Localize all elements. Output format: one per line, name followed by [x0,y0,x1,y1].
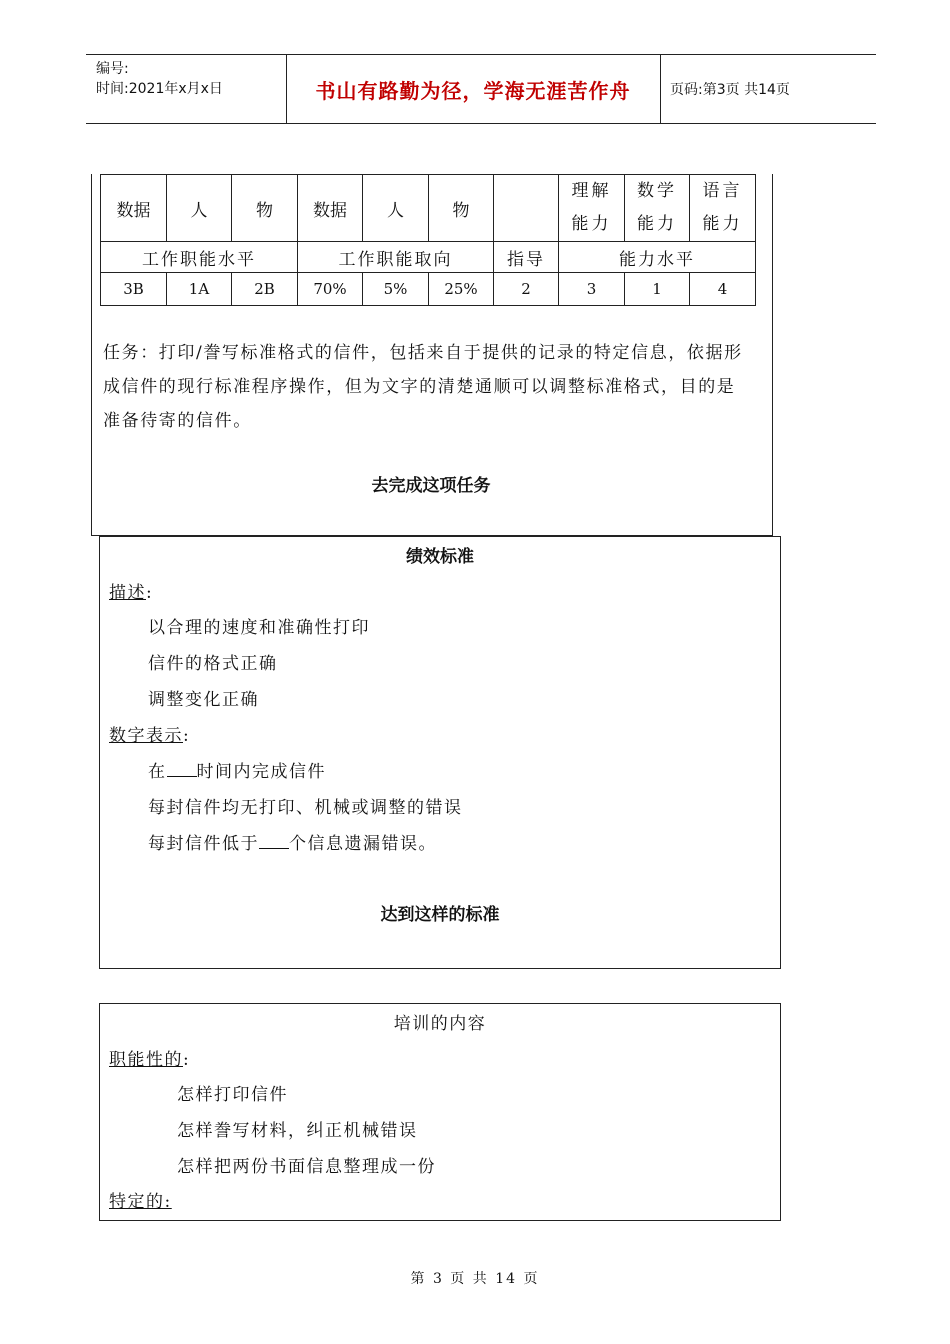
specific-label: 特定的: [109,1192,172,1212]
time-label: 时间:2021年x月x日 [96,81,223,97]
table-cell: 语言 能力 [690,175,756,242]
table-cell: 5% [363,273,429,306]
task-line: 任务：打印/誊写标准格式的信件，包括来自于提供的记录的特定信息，依据形 [103,343,743,363]
table-header-cell: 工作职能取向 [298,242,494,273]
table-cell [494,175,559,242]
list-item: 怎样誊写材料，纠正机械错误 [177,1121,418,1141]
table-cell: 人 [167,175,232,242]
table-cell: 3B [101,273,167,306]
table-row [101,273,756,306]
list-item [148,757,326,782]
list-item-text: 在 [148,762,167,782]
description-heading: 描述: [109,583,154,603]
table-cell: 人 [363,175,429,242]
page-header [86,54,876,124]
training-box [99,1003,781,1221]
table-cell: 数学 能力 [625,175,690,242]
header-motto: 书山有路勤为径，学海无涯苦作舟 [315,79,631,103]
performance-box [99,536,781,969]
ability-table [100,174,756,306]
task-line: 成信件的现行标准程序操作，但为文字的清楚通顺可以调整标准格式，目的是 [103,377,736,397]
fill-blank [259,834,289,849]
list-item [148,829,437,854]
list-item: 信件的格式正确 [148,654,278,674]
table-cell: 4 [690,273,756,306]
fill-blank [167,762,197,777]
table-row [101,242,756,273]
table-header-cell: 能力水平 [559,242,756,273]
table-cell: 1 [625,273,690,306]
table-row [101,175,756,242]
table-cell: 25% [429,273,494,306]
list-item-text: 时间内完成信件 [196,762,326,782]
table-cell: 物 [429,175,494,242]
page-footer: 第 3 页 共 14 页 [410,1271,540,1287]
table-cell: 70% [298,273,363,306]
numeric-heading: 数字表示: [109,726,191,746]
table-cell: 2B [232,273,298,306]
task-line: 准备待寄的信件。 [103,411,252,431]
table-header-cell: 指导 [494,242,559,273]
list-item: 以合理的速度和准确性打印 [148,618,370,638]
training-title: 培训的内容 [393,1014,487,1034]
table-cell: 理解 能力 [559,175,625,242]
list-item: 怎样把两份书面信息整理成一份 [177,1157,436,1177]
task-action: 去完成这项任务 [371,476,491,496]
list-item: 怎样打印信件 [177,1085,288,1105]
list-item: 调整变化正确 [148,690,259,710]
code-label: 编号: [96,61,129,77]
performance-goal: 达到这样的标准 [380,905,500,925]
page-info: 页码:第3页 共14页 [670,82,790,98]
table-cell: 2 [494,273,559,306]
header-divider [660,55,661,123]
list-item: 每封信件均无打印、机械或调整的错误 [148,798,463,818]
task-description [103,336,767,438]
table-header-cell: 工作职能水平 [101,242,298,273]
performance-title: 绩效标准 [406,547,474,567]
functional-label: 职能性的 [109,1050,183,1070]
list-item-text: 个信息遗漏错误。 [289,834,437,854]
table-cell: 3 [559,273,625,306]
description-label: 描述 [109,583,146,603]
list-item-text: 每封信件低于 [148,834,259,854]
table-cell: 数据 [101,175,167,242]
table-cell: 数据 [298,175,363,242]
header-meta [96,59,223,99]
functional-heading: 职能性的: [109,1050,191,1070]
table-cell: 物 [232,175,298,242]
table-cell: 1A [167,273,232,306]
numeric-label: 数字表示 [109,726,183,746]
